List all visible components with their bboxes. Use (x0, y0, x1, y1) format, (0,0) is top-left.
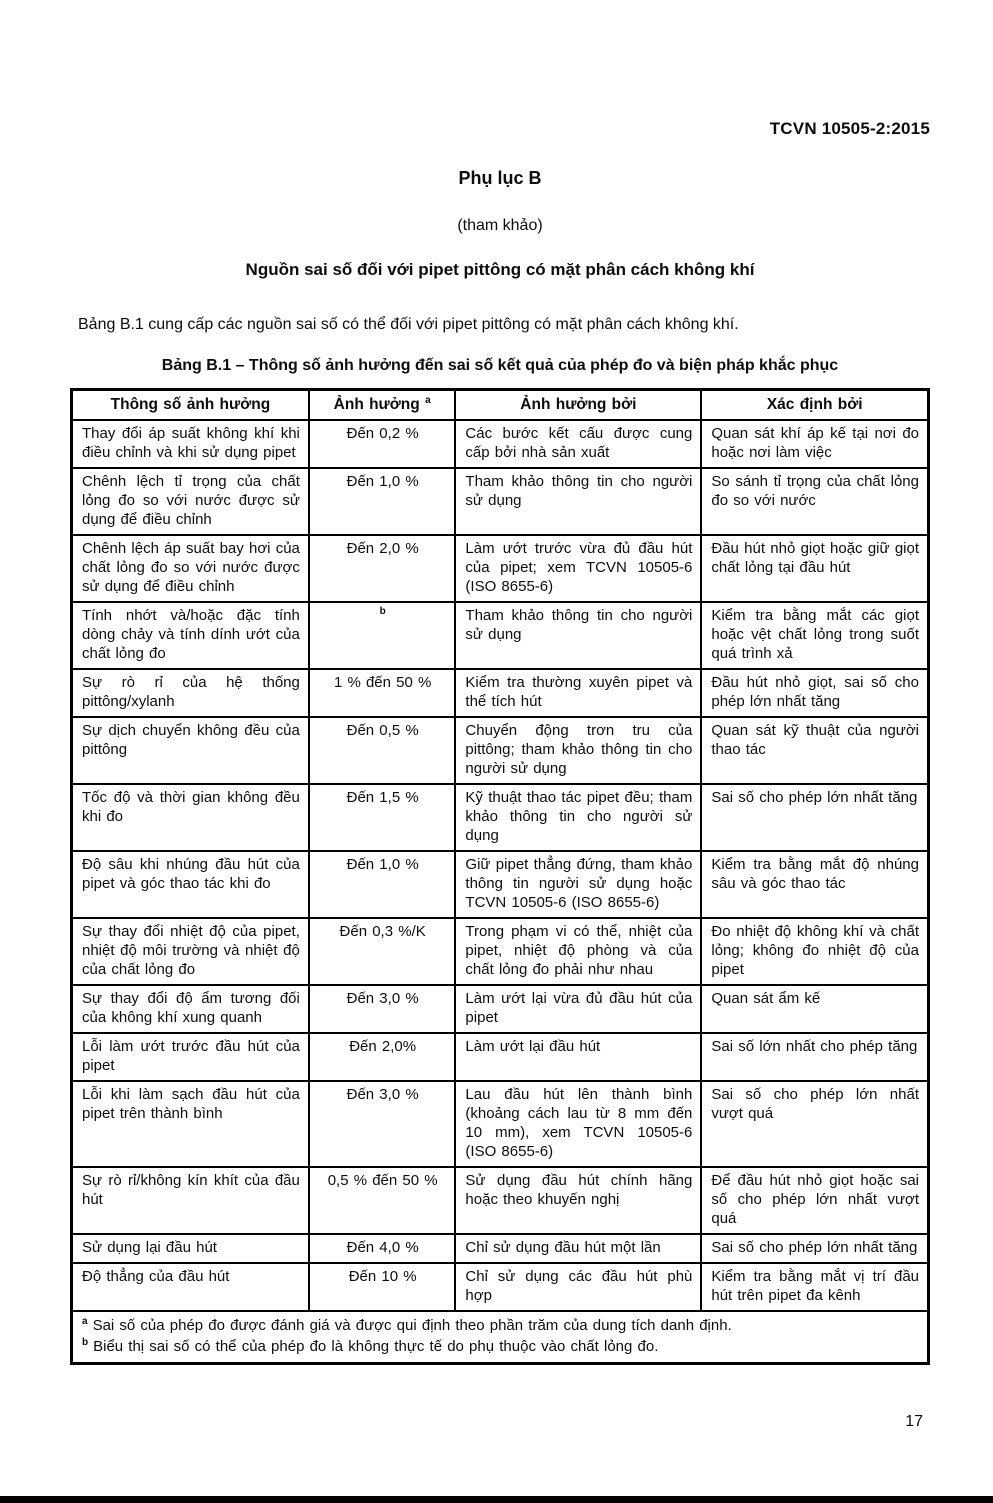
footnote-marker-a: a (82, 1316, 88, 1327)
table-row (72, 535, 929, 602)
table-row (72, 717, 929, 784)
effect-cell: Đến 0,5 % (309, 717, 456, 784)
determined-by-cell: Quan sát ẩm kế (701, 985, 928, 1033)
error-sources-table (70, 388, 930, 1365)
table-caption: Bảng B.1 – Thông số ảnh hưởng đến sai số kết quả của phép đo và biện pháp khắc phục (161, 357, 839, 374)
affected-by-cell: Kỹ thuật thao tác pipet đều; tham khảo thông tin cho người sử dụng (455, 784, 701, 851)
determined-by-cell: So sánh tỉ trọng của chất lỏng đo so với nước (701, 468, 928, 535)
affected-by-cell: Chỉ sử dụng đầu hút một lần (455, 1234, 701, 1263)
effect-cell: Đến 3,0 % (309, 1081, 456, 1167)
footnote-marker-b: b (379, 606, 386, 617)
affected-by-cell: Các bước kết cấu được cung cấp bởi nhà sản xuất (455, 420, 701, 468)
appendix-heading: Nguồn sai số đối với pipet pittông có mặt phân cách không khí (245, 260, 755, 279)
determined-by-cell: Để đầu hút nhỏ giọt hoặc sai số cho phép lớn nhất vượt quá (701, 1167, 928, 1234)
affected-by-cell: Chuyển động trơn tru của pittông; tham khảo thông tin cho người sử dụng (455, 717, 701, 784)
affected-by-cell: Chỉ sử dụng các đầu hút phù hợp (455, 1263, 701, 1311)
effect-cell: Đến 1,0 % (309, 851, 456, 918)
affected-by-cell: Lau đầu hút lên thành bình (khoảng cách lau từ 8 mm đến 10 mm), xem TCVN 10505-6 (ISO 8655-6) (455, 1081, 701, 1167)
determined-by-cell: Kiểm tra bằng mắt các giọt hoặc vệt chất lỏng trong suốt quá trình xả (701, 602, 928, 669)
effect-cell: Đến 3,0 % (309, 985, 456, 1033)
affected-by-cell: Tham khảo thông tin cho người sử dụng (455, 468, 701, 535)
footnote-a: $^a$ Sai số của phép đo được đánh giá và được qui định theo phần trăm của dung tích danh định. (82, 1316, 732, 1334)
table-footnotes-row (72, 1311, 929, 1364)
determined-by-cell: Quan sát khí áp kế tại nơi đo hoặc nơi làm việc (701, 420, 928, 468)
col-header-effect-label: Ảnh hưởng (333, 396, 420, 413)
table-header-row (72, 390, 929, 421)
affected-by-cell: Làm ướt lại vừa đủ đầu hút của pipet (455, 985, 701, 1033)
effect-cell: Đến 1,0 % (309, 468, 456, 535)
param-cell: Thay đổi áp suất không khí khi điều chỉnh và khi sử dụng pipet (72, 420, 309, 468)
col-header-affected-by: Ảnh hưởng bởi (455, 390, 701, 421)
page-number: 17 (905, 1413, 923, 1430)
param-cell: Tốc độ và thời gian không đều khi đo (72, 784, 309, 851)
effect-cell: 1 % đến 50 % (309, 669, 456, 717)
effect-cell: Đến 0,3 %/K (309, 918, 456, 985)
effect-cell: Đến 10 % (309, 1263, 456, 1311)
param-cell: Sự rò rỉ của hệ thống pittông/xylanh (72, 669, 309, 717)
param-cell: Sự rò rỉ/không kín khít của đầu hút (72, 1167, 309, 1234)
col-header-param: Thông số ảnh hưởng (72, 390, 309, 421)
param-cell: Sự thay đổi độ ẩm tương đối của không khí xung quanh (72, 985, 309, 1033)
effect-cell: Đến 2,0 % (309, 535, 456, 602)
param-cell: Chênh lệch tỉ trọng của chất lỏng đo so với nước được sử dụng để điều chỉnh (72, 468, 309, 535)
table-row (72, 420, 929, 468)
affected-by-cell: Làm ướt lại đầu hút (455, 1033, 701, 1081)
param-cell: Độ thẳng của đầu hút (72, 1263, 309, 1311)
affected-by-cell: Trong phạm vi có thể, nhiệt của pipet, nhiệt độ phòng và của chất lỏng đo phải như nhau (455, 918, 701, 985)
affected-by-cell: Tham khảo thông tin cho người sử dụng (455, 602, 701, 669)
effect-cell: 0,5 % đến 50 % (309, 1167, 456, 1234)
table-row (72, 468, 929, 535)
affected-by-cell: Giữ pipet thẳng đứng, tham khảo thông tin người sử dụng hoặc TCVN 10505-6 (ISO 8655-6) (455, 851, 701, 918)
param-cell: Lỗi làm ướt trước đầu hút của pipet (72, 1033, 309, 1081)
determined-by-cell: Quan sát kỹ thuật của người thao tác (701, 717, 928, 784)
footnote-b: $^b$ Biểu thị sai số có thể của phép đo là không thực tế do phụ thuộc vào chất lỏng đo. (82, 1337, 659, 1355)
effect-cell: Đến 4,0 % (309, 1234, 456, 1263)
param-cell: Độ sâu khi nhúng đầu hút của pipet và góc thao tác khi đo (72, 851, 309, 918)
determined-by-cell: Sai số cho phép lớn nhất tăng (701, 784, 928, 851)
table-row (72, 1263, 929, 1311)
footnotes-cell (72, 1311, 929, 1364)
intro-paragraph: Bảng B.1 cung cấp các nguồn sai số có thể đối với pipet pittông có mặt phân cách không khí. (78, 316, 739, 333)
determined-by-cell: Kiểm tra bằng mắt độ nhúng sâu và góc thao tác (701, 851, 928, 918)
table-row (72, 1081, 929, 1167)
footnote-marker-a: a (425, 394, 431, 406)
affected-by-cell: Kiểm tra thường xuyên pipet và thể tích hút (455, 669, 701, 717)
appendix-title: Phụ lục B (458, 168, 542, 188)
effect-cell: Đến 2,0% (309, 1033, 456, 1081)
effect-cell: Đến 0,2 % (309, 420, 456, 468)
footnote-marker-b: b (82, 1337, 89, 1348)
table-row (72, 669, 929, 717)
determined-by-cell: Kiểm tra bằng mắt vị trí đầu hút trên pipet đa kênh (701, 1263, 928, 1311)
determined-by-cell: Đo nhiệt độ không khí và chất lỏng; không đo nhiệt độ của pipet (701, 918, 928, 985)
table-row (72, 1167, 929, 1234)
determined-by-cell: Đầu hút nhỏ giọt hoặc giữ giọt chất lỏng tại đầu hút (701, 535, 928, 602)
effect-cell: Đến 1,5 % (309, 784, 456, 851)
effect-cell (309, 602, 456, 669)
appendix-subtitle: (tham khảo) (457, 217, 543, 234)
affected-by-cell: Làm ướt trước vừa đủ đầu hút của pipet; xem TCVN 10505-6 (ISO 8655-6) (455, 535, 701, 602)
determined-by-cell: Sai số cho phép lớn nhất vượt quá (701, 1081, 928, 1167)
affected-by-cell: Sử dụng đầu hút chính hãng hoặc theo khuyến nghị (455, 1167, 701, 1234)
param-cell: Lỗi khi làm sạch đầu hút của pipet trên thành bình (72, 1081, 309, 1167)
determined-by-cell: Đầu hút nhỏ giọt, sai số cho phép lớn nhất tăng (701, 669, 928, 717)
param-cell: Sự dịch chuyển không đều của pittông (72, 717, 309, 784)
table-row (72, 1033, 929, 1081)
table-row (72, 1234, 929, 1263)
table-row (72, 851, 929, 918)
table-row (72, 918, 929, 985)
standard-reference: TCVN 10505-2:2015 (769, 119, 930, 138)
table-row (72, 985, 929, 1033)
param-cell: Sử dụng lại đầu hút (72, 1234, 309, 1263)
determined-by-cell: Sai số cho phép lớn nhất tăng (701, 1234, 928, 1263)
col-header-determined-by: Xác định bởi (701, 390, 928, 421)
param-cell: Chênh lệch áp suất bay hơi của chất lỏng đo so với nước được sử dụng để điều chỉnh (72, 535, 309, 602)
table-row (72, 602, 929, 669)
param-cell: Tính nhớt và/hoặc đặc tính dòng chảy và tính dính ướt của chất lỏng đo (72, 602, 309, 669)
table-row (72, 784, 929, 851)
scan-artifact-bottom-edge (0, 1496, 993, 1503)
param-cell: Sự thay đổi nhiệt độ của pipet, nhiệt độ môi trường và nhiệt độ của chất lỏng đo (72, 918, 309, 985)
col-header-effect (309, 390, 456, 421)
determined-by-cell: Sai số lớn nhất cho phép tăng (701, 1033, 928, 1081)
